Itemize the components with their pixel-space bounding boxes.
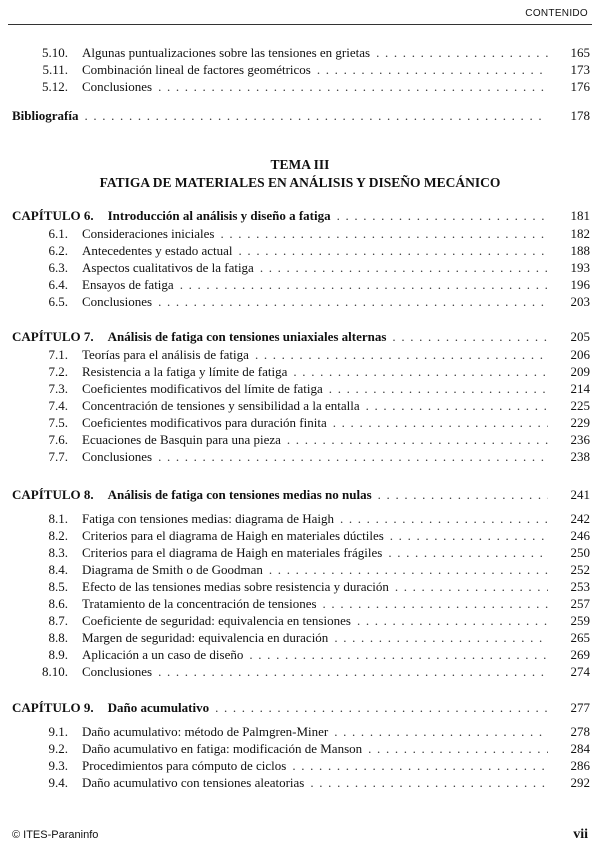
toc-entry-label: Efecto de las tensiones medias sobre resistencia y duración (82, 579, 389, 594)
toc-entry-page: 225 (570, 398, 590, 413)
toc-entry-page: 229 (570, 415, 590, 430)
dot-leader (378, 486, 548, 503)
chapter-title: Análisis de fatiga con tensiones uniaxiales alternas (107, 329, 387, 344)
toc-entry-number: 8.10. (42, 664, 68, 679)
toc-entry (12, 346, 590, 363)
toc-entry-page: 206 (570, 347, 590, 362)
toc-entry-page: 286 (570, 758, 590, 773)
dot-leader (269, 561, 548, 578)
chapter-number: CAPÍTULO 9. (12, 700, 94, 715)
toc-entry-number: 6.1. (48, 226, 68, 241)
dot-leader (84, 107, 548, 124)
toc-entry (12, 740, 590, 757)
toc-entry (12, 276, 590, 293)
toc-entry-number: 7.3. (48, 381, 68, 396)
page-number: vii (573, 827, 588, 842)
chapter-number: CAPÍTULO 8. (12, 487, 94, 502)
toc-entry-page: 209 (570, 364, 590, 379)
toc-entry-label: Daño acumulativo en fatiga: modificación de Manson (82, 741, 363, 756)
toc-entry-page: 203 (570, 294, 590, 309)
header-rule (8, 24, 592, 25)
toc-entry-number: 8.4. (48, 562, 68, 577)
toc-entry-label: Conclusiones (82, 79, 153, 94)
toc-entry-label: Resistencia a la fatiga y límite de fatiga (82, 364, 288, 379)
toc-entry-number: 8.2. (48, 528, 68, 543)
dot-leader (395, 578, 548, 595)
chapter-page: 277 (570, 700, 590, 715)
dot-leader (215, 699, 548, 716)
toc-entry-number: 5.11. (42, 62, 68, 77)
toc-entry (12, 544, 590, 561)
chapter-page: 205 (570, 329, 590, 344)
dot-leader (392, 328, 548, 345)
toc-entry-number: 7.4. (48, 398, 68, 413)
dot-leader (158, 78, 548, 95)
toc-entry-label: Tratamiento de la concentración de tensiones (82, 596, 317, 611)
toc-entry-page: 265 (570, 630, 590, 645)
toc-entry (12, 595, 590, 612)
toc-entry-label: Conclusiones (82, 664, 153, 679)
dot-leader (323, 595, 548, 612)
toc-entry-label: Procedimientos para cómputo de ciclos (82, 758, 287, 773)
toc-entry-page: 238 (570, 449, 590, 464)
toc-entry (12, 448, 590, 465)
toc-entry-number: 6.5. (48, 294, 68, 309)
chapter-heading (12, 207, 590, 224)
toc-entry-number: 9.4. (48, 775, 68, 790)
toc-entry-label: Coeficientes modificativos del límite de fatiga (82, 381, 323, 396)
toc-entry (12, 242, 590, 259)
toc-entry (12, 757, 590, 774)
toc-entry-label: Daño acumulativo: método de Palmgren-Miner (82, 724, 329, 739)
chapter-number: CAPÍTULO 6. (12, 208, 94, 223)
toc-entry-number: 6.3. (48, 260, 68, 275)
toc-entry-number: 6.4. (48, 277, 68, 292)
toc-entry-label: Aplicación a un caso de diseño (82, 647, 244, 662)
toc-entry-page: 173 (570, 62, 590, 77)
toc-entry-label: Teorías para el análisis de fatiga (82, 347, 249, 362)
toc-entry (12, 363, 590, 380)
dot-leader (357, 612, 548, 629)
toc-entry-number: 7.2. (48, 364, 68, 379)
chapter-title: Daño acumulativo (107, 700, 210, 715)
dot-leader (287, 431, 548, 448)
toc-entry (12, 293, 590, 310)
part-title: FATIGA DE MATERIALES EN ANÁLISIS Y DISEÑO MECÁNICO (99, 175, 501, 190)
dot-leader (334, 723, 548, 740)
toc-entry-number: 8.1. (48, 511, 68, 526)
bibliography-label: Bibliografía (12, 108, 79, 123)
toc-entry (12, 527, 590, 544)
dot-leader (333, 414, 548, 431)
toc-entry-page: 188 (570, 243, 590, 258)
toc-entry (12, 259, 590, 276)
toc-entry-page: 182 (570, 226, 590, 241)
toc-entry-label: Daño acumulativo con tensiones aleatorias (82, 775, 305, 790)
toc-entry-page: 236 (570, 432, 590, 447)
toc-entry (12, 561, 590, 578)
toc-entry-number: 9.3. (48, 758, 68, 773)
toc-entry (12, 44, 590, 61)
toc-entry-number: 7.6. (48, 432, 68, 447)
toc-entry-page: 214 (570, 381, 590, 396)
dot-leader (329, 380, 548, 397)
dot-leader (366, 397, 548, 414)
toc-entry-page: 165 (570, 45, 590, 60)
dot-leader (317, 61, 548, 78)
chapter-number: CAPÍTULO 7. (12, 329, 94, 344)
toc-entry-number: 8.9. (48, 647, 68, 662)
toc-entry (12, 510, 590, 527)
dot-leader (340, 510, 548, 527)
toc-entry-page: 252 (570, 562, 590, 577)
toc-entry-number: 5.12. (42, 79, 68, 94)
chapter-title: Introducción al análisis y diseño a fatiga (107, 208, 331, 223)
toc-entry (12, 612, 590, 629)
toc-entry-page: 242 (570, 511, 590, 526)
toc-entry-label: Combinación lineal de factores geométricos (82, 62, 311, 77)
dot-leader (158, 663, 548, 680)
dot-leader (337, 207, 548, 224)
toc-entry-number: 6.2. (48, 243, 68, 258)
toc-entry-label: Ecuaciones de Basquin para una pieza (82, 432, 281, 447)
toc-entry-page: 196 (570, 277, 590, 292)
toc-entry-page: 259 (570, 613, 590, 628)
dot-leader (221, 225, 549, 242)
chapter-page: 181 (570, 208, 590, 223)
toc-entry-number: 8.3. (48, 545, 68, 560)
dot-leader (292, 757, 548, 774)
dot-leader (158, 293, 548, 310)
toc-entry-page: 253 (570, 579, 590, 594)
toc-entry (12, 414, 590, 431)
toc-entry-label: Margen de seguridad: equivalencia en duración (82, 630, 329, 645)
toc-entry-number: 8.7. (48, 613, 68, 628)
toc-entry-label: Antecedentes y estado actual (82, 243, 233, 258)
dot-leader (310, 774, 548, 791)
part-number: TEMA III (270, 157, 330, 172)
dot-leader (255, 346, 548, 363)
toc-entry-page: 193 (570, 260, 590, 275)
toc-entry-page: 269 (570, 647, 590, 662)
toc-entry-label: Aspectos cualitativos de la fatiga (82, 260, 254, 275)
toc-entry-label: Coeficiente de seguridad: equivalencia en tensiones (82, 613, 351, 628)
dot-leader (388, 544, 548, 561)
chapter-title: Análisis de fatiga con tensiones medias no nulas (107, 487, 372, 502)
bibliography-page: 178 (570, 108, 590, 123)
dot-leader (180, 276, 548, 293)
toc-entry (12, 578, 590, 595)
toc-entry-number: 9.2. (48, 741, 68, 756)
toc-entry (12, 431, 590, 448)
toc-bibliography (12, 107, 590, 124)
toc-entry (12, 61, 590, 78)
toc-entry-label: Algunas puntualizaciones sobre las tensiones en grietas (82, 45, 371, 60)
toc-entry-page: 278 (570, 724, 590, 739)
toc-entry (12, 225, 590, 242)
toc-entry-number: 5.10. (42, 45, 68, 60)
toc-entry-page: 274 (570, 664, 590, 679)
dot-leader (368, 740, 548, 757)
publisher-credit: © ITES-Paraninfo (12, 829, 99, 841)
toc-entry (12, 646, 590, 663)
toc-entry-label: Criterios para el diagrama de Haigh en materiales dúctiles (82, 528, 384, 543)
toc-entry-label: Criterios para el diagrama de Haigh en materiales frágiles (82, 545, 383, 560)
toc-entry-page: 284 (570, 741, 590, 756)
toc-entry-label: Conclusiones (82, 449, 153, 464)
toc-entry-label: Diagrama de Smith o de Goodman (82, 562, 263, 577)
chapter-heading (12, 699, 590, 716)
toc-entry-number: 7.7. (48, 449, 68, 464)
toc-entry (12, 380, 590, 397)
toc-entry-label: Concentración de tensiones y sensibilidad a la entalla (82, 398, 360, 413)
toc-entry-number: 8.5. (48, 579, 68, 594)
toc-entry-page: 250 (570, 545, 590, 560)
toc-entry (12, 774, 590, 791)
chapter-page: 241 (570, 487, 590, 502)
dot-leader (158, 448, 548, 465)
dot-leader (293, 363, 548, 380)
dot-leader (260, 259, 548, 276)
toc-entry (12, 629, 590, 646)
running-header: CONTENIDO (525, 8, 588, 19)
toc-entry-number: 8.8. (48, 630, 68, 645)
toc-entry-label: Fatiga con tensiones medias: diagrama de Haigh (82, 511, 334, 526)
dot-leader (376, 44, 548, 61)
toc-entry (12, 663, 590, 680)
toc-entry-number: 9.1. (48, 724, 68, 739)
dot-leader (249, 646, 548, 663)
toc-entry (12, 78, 590, 95)
dot-leader (239, 242, 548, 259)
toc-entry (12, 723, 590, 740)
toc-entry-number: 8.6. (48, 596, 68, 611)
toc-entry-label: Coeficientes modificativos para duración finita (82, 415, 327, 430)
toc-entry-label: Consideraciones iniciales (82, 226, 215, 241)
dot-leader (390, 527, 548, 544)
toc-entry-page: 292 (570, 775, 590, 790)
toc-entry-label: Ensayos de fatiga (82, 277, 174, 292)
chapter-heading (12, 486, 590, 503)
toc-entry-label: Conclusiones (82, 294, 153, 309)
toc-entry-number: 7.5. (48, 415, 68, 430)
chapter-heading (12, 328, 590, 345)
toc-entry (12, 397, 590, 414)
toc-entry-page: 246 (570, 528, 590, 543)
toc-entry-page: 257 (570, 596, 590, 611)
toc-entry-number: 7.1. (48, 347, 68, 362)
toc-entry-page: 176 (570, 79, 590, 94)
dot-leader (334, 629, 548, 646)
